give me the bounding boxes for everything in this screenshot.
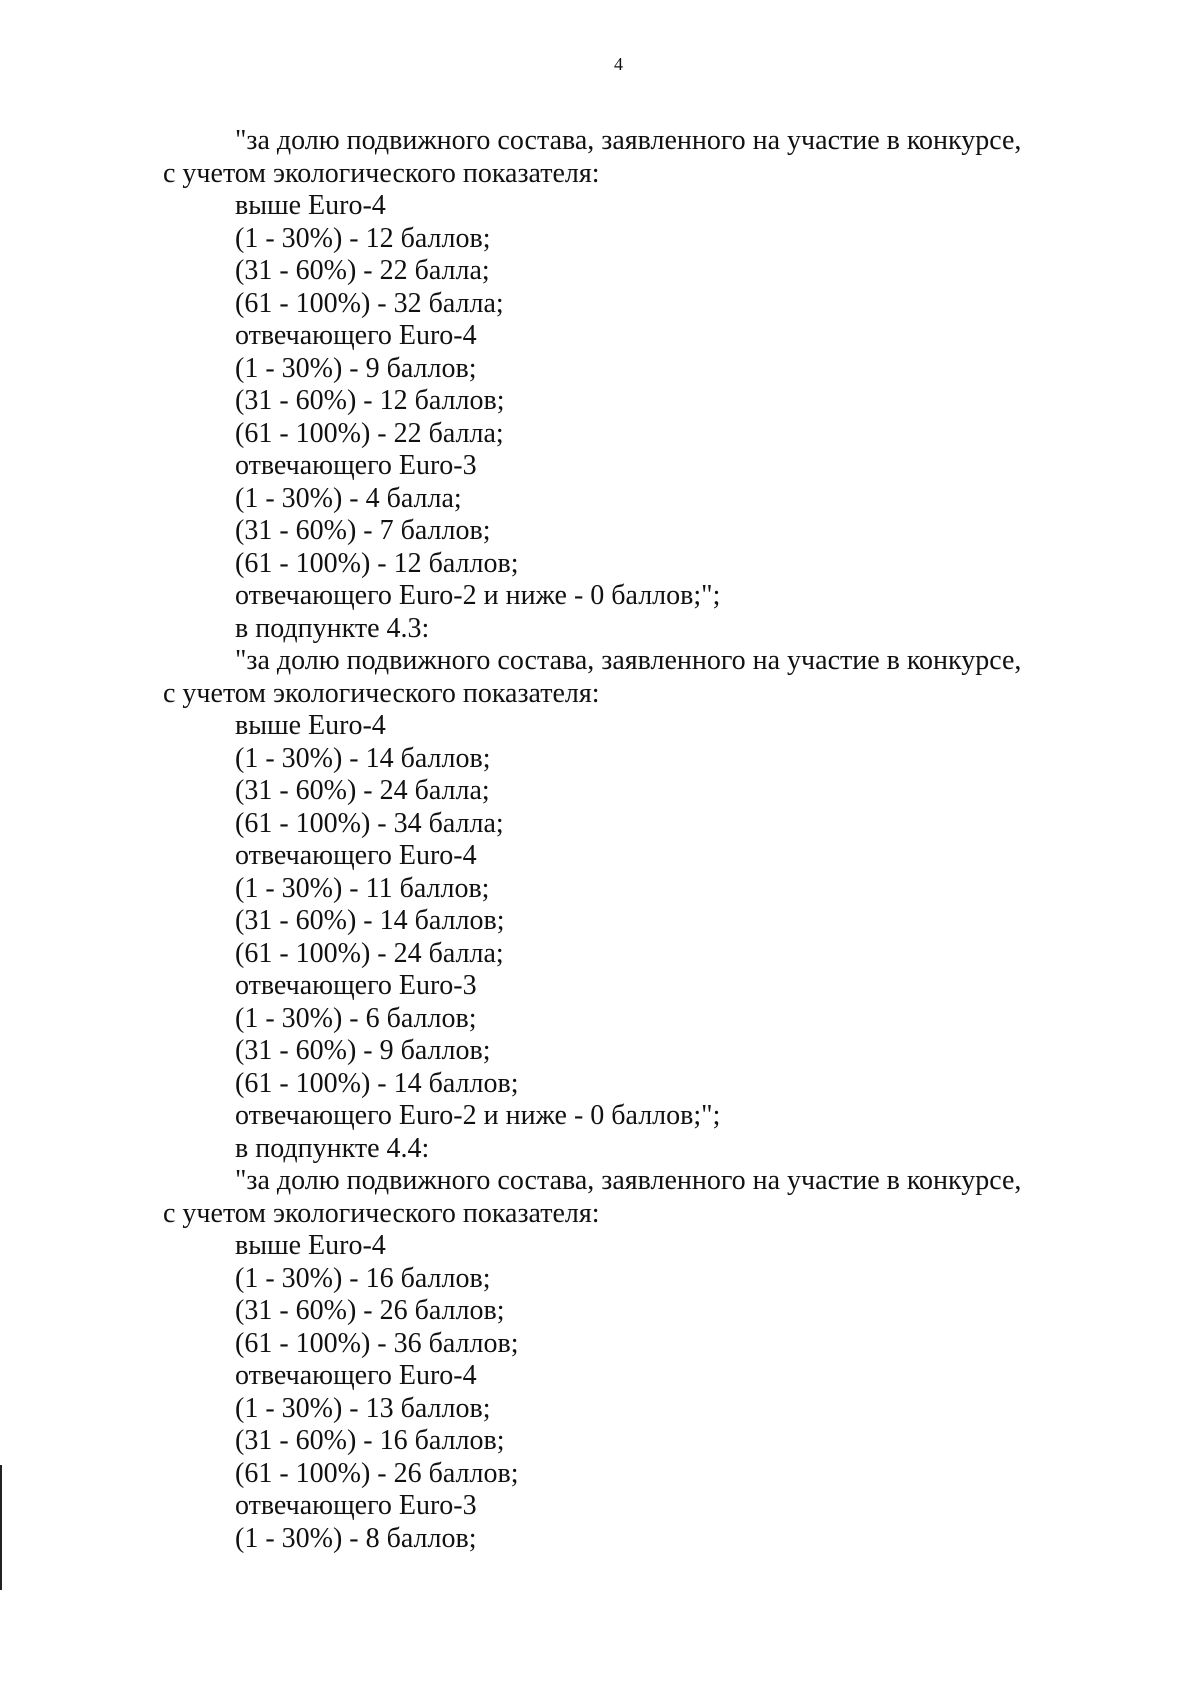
text-line: (1 - 30%) - 14 баллов; — [235, 742, 491, 774]
text-line: (61 - 100%) - 36 баллов; — [235, 1327, 519, 1359]
text-line: отвечающего Euro-4 — [235, 840, 477, 871]
text-line: (61 - 100%) - 14 баллов; — [235, 1067, 519, 1099]
text-line: (1 - 30%) - 6 баллов; — [235, 1002, 477, 1034]
text-line: (61 - 100%) - 12 баллов; — [235, 547, 519, 579]
text-line: "за долю подвижного состава, заявленного на участие в конкурсе, — [235, 125, 1022, 156]
text-line: отвечающего Euro-4 — [235, 320, 477, 351]
text-line: (1 - 30%) - 11 баллов; — [235, 872, 490, 904]
text-line: (61 - 100%) - 34 балла; — [235, 807, 504, 839]
text-line: отвечающего Euro-3 — [235, 970, 477, 1001]
text-line: (31 - 60%) - 9 баллов; — [235, 1035, 491, 1066]
text-line: (31 - 60%) - 26 баллов; — [235, 1295, 505, 1326]
text-line: "за долю подвижного состава, заявленного на участие в конкурсе, — [235, 1165, 1022, 1196]
text-line: выше Euro-4 — [235, 710, 386, 741]
text-line: (61 - 100%) - 26 баллов; — [235, 1457, 519, 1489]
text-line: (31 - 60%) - 24 балла; — [235, 775, 490, 806]
text-line: в подпункте 4.4: — [235, 1132, 430, 1164]
text-line: (31 - 60%) - 22 балла; — [235, 255, 490, 286]
text-line: (31 - 60%) - 12 баллов; — [235, 385, 505, 416]
text-line: отвечающего Euro-2 и ниже - 0 баллов;"; — [235, 1100, 721, 1131]
text-line: (61 - 100%) - 22 балла; — [235, 417, 504, 449]
text-line: (1 - 30%) - 13 баллов; — [235, 1392, 491, 1424]
text-line: отвечающего Euro-2 и ниже - 0 баллов;"; — [235, 580, 721, 611]
text-line: (1 - 30%) - 4 балла; — [235, 482, 462, 514]
scan-edge-mark — [0, 1465, 2, 1590]
text-line: с учетом экологического показателя: — [163, 1197, 600, 1229]
page-number: 4 — [614, 54, 623, 74]
document-body — [163, 125, 1043, 1555]
text-line: в подпункте 4.3: — [235, 612, 430, 644]
text-line: "за долю подвижного состава, заявленного на участие в конкурсе, — [235, 645, 1022, 676]
text-line: (61 - 100%) - 32 балла; — [235, 287, 504, 319]
text-line: отвечающего Euro-3 — [235, 1490, 477, 1521]
text-line: (31 - 60%) - 14 баллов; — [235, 905, 505, 936]
text-line: выше Euro-4 — [235, 190, 386, 221]
text-line: (31 - 60%) - 7 баллов; — [235, 515, 491, 546]
text-line: (1 - 30%) - 8 баллов; — [235, 1522, 477, 1554]
text-line: (1 - 30%) - 16 баллов; — [235, 1262, 491, 1294]
text-line: (1 - 30%) - 12 баллов; — [235, 222, 491, 254]
text-line: (61 - 100%) - 24 балла; — [235, 937, 504, 969]
text-line: с учетом экологического показателя: — [163, 157, 600, 189]
text-line: отвечающего Euro-4 — [235, 1360, 477, 1391]
text-line: выше Euro-4 — [235, 1230, 386, 1261]
text-line: с учетом экологического показателя: — [163, 677, 600, 709]
text-line: (31 - 60%) - 16 баллов; — [235, 1425, 505, 1456]
text-line: отвечающего Euro-3 — [235, 450, 477, 481]
text-line: (1 - 30%) - 9 баллов; — [235, 352, 477, 384]
